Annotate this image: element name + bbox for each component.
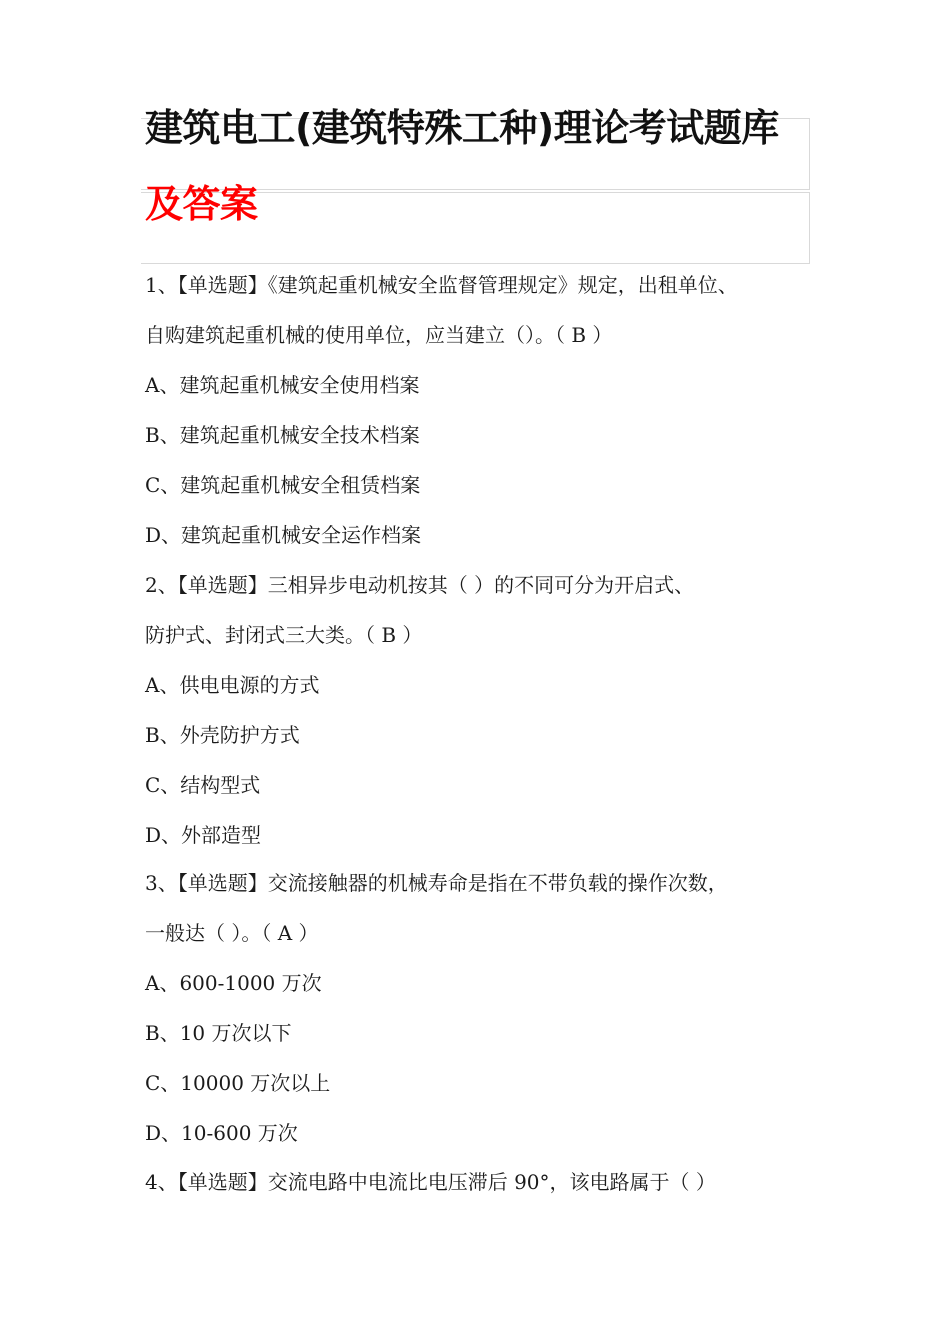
q4-stem-line-1: 4、【单选题】交流电路中电流比电压滞后 90°，该电路属于（ ） bbox=[145, 1170, 716, 1194]
q1-option-d: D、建筑起重机械安全运作档案 bbox=[145, 523, 422, 547]
q1-option-a: A、建筑起重机械安全使用档案 bbox=[145, 373, 420, 397]
q3-option-a: A、600-1000 万次 bbox=[145, 971, 322, 995]
q1-option-c: C、建筑起重机械安全租赁档案 bbox=[145, 473, 421, 497]
document-title-red: 及答案 bbox=[145, 182, 258, 226]
document-title: 建筑电工(建筑特殊工种)理论考试题库 bbox=[145, 106, 779, 150]
q2-option-a: A、供电电源的方式 bbox=[145, 673, 320, 697]
q2-option-b: B、外壳防护方式 bbox=[145, 723, 300, 747]
q3-stem-line-1: 3、【单选题】交流接触器的机械寿命是指在不带负载的操作次数， bbox=[145, 871, 728, 895]
q3-option-b: B、10 万次以下 bbox=[145, 1021, 292, 1045]
q2-option-c: C、结构型式 bbox=[145, 773, 261, 797]
q2-stem-line-1: 2、【单选题】三相异步电动机按其（ ）的不同可分为开启式、 bbox=[145, 573, 695, 597]
q1-stem-line-2: 自购建筑起重机械的使用单位，应当建立（）。（ B ） bbox=[145, 323, 613, 347]
q2-stem-line-2: 防护式、封闭式三大类。（ B ） bbox=[145, 623, 423, 647]
q1-stem-line-1: 1、【单选题】《建筑起重机械安全监督管理规定》规定，出租单位、 bbox=[145, 273, 738, 297]
q2-option-d: D、外部造型 bbox=[145, 823, 262, 847]
q3-option-d: D、10-600 万次 bbox=[145, 1121, 298, 1145]
q3-option-c: C、10000 万次以上 bbox=[145, 1071, 331, 1095]
q3-stem-line-2: 一般达（ ）。（ A ） bbox=[145, 921, 319, 945]
q1-option-b: B、建筑起重机械安全技术档案 bbox=[145, 423, 420, 447]
